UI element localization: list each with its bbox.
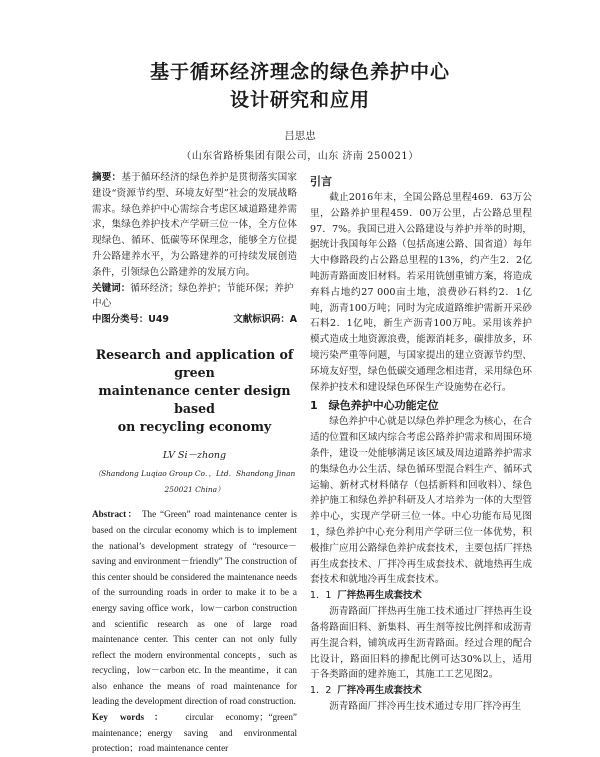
chinese-affiliation: （山东省路桥集团有限公司，山东 济南 250021） bbox=[181, 151, 419, 162]
left-column bbox=[92, 170, 297, 757]
classification-line bbox=[92, 312, 297, 328]
chinese-keywords-label: 关键词： bbox=[92, 282, 131, 294]
english-affiliation: （Shandong Luqiao Group Co．，Ltd．Shandong Jinan 250021 China） bbox=[93, 468, 296, 494]
chinese-abstract bbox=[92, 170, 297, 281]
subsection-1-1-heading bbox=[310, 588, 532, 604]
document-code-value: A bbox=[289, 314, 297, 326]
english-abstract-label: Abstract： bbox=[92, 509, 139, 520]
english-abstract bbox=[92, 507, 297, 710]
subsection-1-2-title: 厂拌冷再生成套技术 bbox=[337, 685, 422, 697]
chinese-title-line-1: 基于循环经济理念的绿色养护中心 bbox=[149, 61, 450, 83]
clc-label: 中图分类号： bbox=[92, 314, 149, 326]
clc-value: U49 bbox=[148, 314, 169, 326]
subsection-1-2-heading bbox=[310, 683, 532, 699]
chinese-title bbox=[0, 58, 600, 114]
chinese-abstract-label: 摘要： bbox=[92, 172, 122, 183]
intro-heading: 引言 bbox=[310, 175, 332, 188]
english-title bbox=[92, 346, 297, 436]
english-title-line-2: maintenance center design based bbox=[98, 382, 291, 416]
english-title-line-3: on recycling economy bbox=[117, 418, 272, 434]
subsection-1-2-number: 1．2 bbox=[310, 685, 332, 697]
english-keywords-text: circular economy；“green” maintenance；energy saving and environmental protection；road maintenance center bbox=[92, 712, 298, 754]
chinese-keywords bbox=[92, 281, 297, 313]
chinese-title-line-2: 设计研究和应用 bbox=[229, 89, 370, 111]
clc-number bbox=[92, 312, 169, 328]
chinese-abstract-text: 基于循环经济的绿色养护是贯彻落实国家建设“资源节约型、环境友好型”社会的发展战略需求。绿色养护中心需综合考虑区域道路建养需求，集绿色养护技术产学研三位一体，全方位体现绿色、循环、低碳等环保理念，能够全方位提升公路建养水平，为公路建养的可持续发展创造条件，引领绿色公路建养的发展方向。 bbox=[92, 172, 298, 278]
subsection-1-2-paragraph: 沥青路面厂拌冷再生技术通过专用厂拌冷再生 bbox=[329, 701, 522, 713]
subsection-1-1-title: 厂拌热再生成套技术 bbox=[337, 590, 422, 602]
english-title-line-1: Research and application of green bbox=[95, 346, 294, 380]
intro-paragraph: 截止2016年末，全国公路总里程469．63万公里，公路养护里程459．00万公里，占公路总里程97．7%。我国已进入公路建设与养护并举的时期，据统计我国每年公路（包括高速公路、国省道）每年大中修路段约占公路总里程的13%，约产生2．2亿吨沥青路面废旧材料。若采用铣刨重铺方案，将造成弃料占地约27 000亩土地，浪费砂石料约2．1亿吨，沥青100万吨；同时为完成道路维护需新开采砂石料2．1亿吨，新生产沥青100万吨。采用该养护模式造成土地资源浪费，能源消耗多，碳排放多，环境污染严重等问题，与国家提出的建立资源节约型、环境友好型，绿色低碳交通理念相违背，采用绿色环保养护技术和建设绿色环保生产设施势在必行。 bbox=[310, 192, 532, 393]
subsection-1-1-paragraph: 沥青路面厂拌热再生施工技术通过厂拌热再生设备将路面旧料、新集料、再生剂等按比例拌和成沥青再生混合料，铺筑成再生沥青路面。经过合理的配合比设计，路面旧料的掺配比例可达30%以上，适用于各类路面的建养施工，其施工工艺见图2。 bbox=[310, 606, 532, 681]
english-keywords bbox=[92, 710, 297, 757]
chinese-keywords-text: 循环经济；绿色养护；节能环保；养护中心 bbox=[92, 282, 294, 310]
section-1-paragraph: 绿色养护中心就是以绿色养护理念为核心，在合适的位置和区域内综合考虑公路养护需求和周围环境条件，建设一处能够满足该区域及周边道路养护需求的集绿色办公生活、绿色循环型混合料生产、循环式运输、新材式材料储存（包括新料和回收料）、绿色养护施工和绿色养护科研及人才培养为一体的大型管养中心，实现产学研三位一体。中心功能布局见图1，绿色养护中心充分利用产学研三位一体优势，积极推广应用公路绿色养护成套技术，主要包括厂拌热再生成套技术、厂拌冷再生成套技术、就地热再生成套技术和就地冷再生成套技术。 bbox=[310, 416, 532, 586]
right-column bbox=[310, 170, 532, 715]
chinese-author: 吕思忠 bbox=[284, 130, 316, 142]
subsection-1-1-number: 1．1 bbox=[310, 590, 332, 602]
english-author: LV Si－zhong bbox=[162, 449, 227, 461]
document-code-label: 文献标识码： bbox=[233, 314, 290, 326]
section-1-heading: 1 绿色养护中心功能定位 bbox=[310, 399, 439, 413]
english-keywords-label: Key words： bbox=[92, 712, 174, 723]
document-code bbox=[233, 312, 297, 328]
english-abstract-text: The “Green” road maintenance center is based on the circular economy which is to implement the national’s development strategy of “resource－saving and environment－friendly” The construction of this center should be considered the maintenance needs of the surrounding roads in order to make it to be a energy saving office work，low－carbon construction and scientific research as one of large road maintenance center. This center can not only fully reflect the modern environmental concepts，such as recycling，low－carbon etc. In the meantime，it can also enhance the means of road maintenance for leading the development direction of road construction. bbox=[92, 509, 297, 707]
